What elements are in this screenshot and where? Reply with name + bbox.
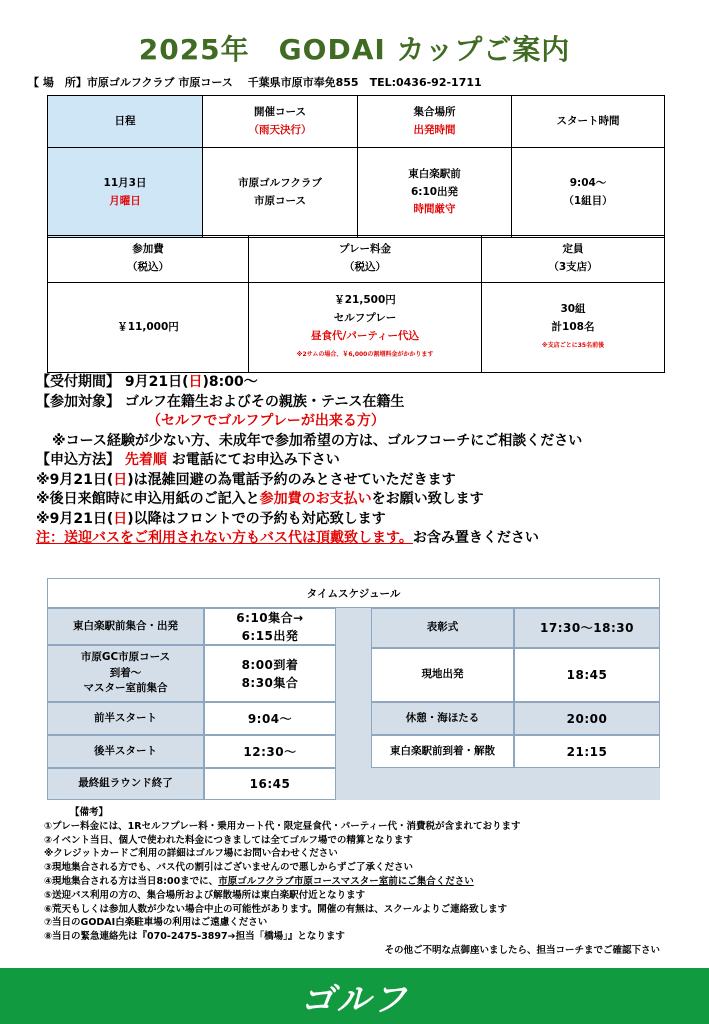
schedule-label: 現地出発 — [371, 648, 514, 702]
schedule-label: 休憩・海ほたる — [371, 702, 514, 735]
schedule-label: 最終組ラウンド終了 — [47, 768, 204, 800]
schedule-time: 18:45 — [514, 648, 660, 702]
event-course: 市原ゴルフクラブ 市原コース — [203, 148, 358, 238]
schedule-time: 21:15 — [514, 735, 660, 768]
eligibility-condition: （セルフでゴルフプレーが出来る方） — [147, 413, 385, 429]
schedule-time: 6:10集合→ 6:15出発 — [204, 608, 336, 645]
schedule-label: 東白楽駅前到着・解散 — [371, 735, 514, 768]
remarks — [44, 806, 684, 958]
course-header: 開催コース （雨天決行） — [203, 96, 358, 148]
remark-item: ⑦当日のGODAI白楽駐車場の利用はご遠慮ください — [44, 917, 268, 929]
schedule-time: 20:00 — [514, 702, 660, 735]
start-time-header: スタート時間 — [512, 96, 665, 148]
remarks-heading: 【備考】 — [70, 807, 109, 818]
meeting-header: 集合場所 出発時間 — [358, 96, 512, 148]
schedule-time: 17:30～18:30 — [514, 608, 660, 648]
entry-fee: ￥11,000円 — [48, 283, 249, 373]
entry-fee-header: 参加費 （税込） — [48, 236, 249, 283]
remark-item: ③現地集合される方でも、バス代の割引はございませんので悪しからずご了承ください — [44, 862, 414, 874]
play-fee: ￥21,500円 セルフプレー 昼食代/パーティー代込 ※2サムの場合、￥6,000の割増料金がかかります — [249, 283, 482, 373]
schedule-title: タイムスケジュール — [47, 578, 660, 608]
start-time: 9:04～ （1組目） — [512, 148, 665, 238]
schedule-time: 9:04～ — [204, 702, 336, 735]
capacity-header: 定員 （3支店） — [482, 236, 665, 283]
schedule-label: 東白楽駅前集合・出発 — [47, 608, 204, 645]
application-method: 【申込方法】 先着順 お電話にてお申込み下さい — [36, 452, 340, 468]
remark-item: ①プレー料金には、1Rセルフプレー料・乗用カート代・限定昼食代・パーティー代・消費税が含まれております — [44, 820, 521, 832]
phone-only-note: ※9月21日(日)は混雑回避の為電話予約のみとさせていただきます — [36, 471, 456, 488]
reception-period: 【受付期間】 9月21日(日)8:00～ — [36, 374, 258, 390]
remark-item: ④現地集合される方は当日8:00までに、市原ゴルフクラブ市原コースマスター室前にご集合ください — [44, 875, 474, 887]
fee-table — [47, 235, 665, 373]
application-notes — [36, 373, 696, 549]
event-info-table — [47, 95, 665, 238]
meeting-place: 東白楽駅前 6:10出発 時間厳守 — [358, 148, 512, 238]
venue-line: 【 場 所】市原ゴルフクラブ 市原コース 千葉県市原市奉免855 TEL:0436-92-1711 — [28, 76, 482, 89]
play-fee-header: プレー料金 （税込） — [249, 236, 482, 283]
schedule-time: 12:30～ — [204, 735, 336, 768]
footer-banner — [0, 968, 709, 1024]
beginner-note: ※コース経験が少ない方、未成年で参加希望の方は、ゴルフコーチにご相談ください — [52, 432, 583, 449]
date-header: 日程 — [48, 96, 203, 148]
event-date: 11月3日 月曜日 — [48, 148, 203, 238]
contact-note: その他ご不明な点御座いましたら、担当コーチまでご確認下さい — [384, 944, 660, 956]
schedule-label: 後半スタート — [47, 735, 204, 768]
golf-logo: ゴルフ — [300, 979, 409, 1020]
remark-item: ※クレジットカードご利用の詳細はゴルフ場にお問い合わせください — [44, 848, 338, 860]
eligibility: 【参加対象】 ゴルフ在籍生およびその親族・テニス在籍生 — [36, 393, 405, 410]
schedule-label: 市原GC市原コース 到着～ マスター室前集合 — [47, 645, 204, 702]
schedule-time: 8:00到着 8:30集合 — [204, 645, 336, 702]
remark-item: ⑤送迎バス利用の方の、集合場所および解散場所は東白楽駅付近となります — [44, 889, 366, 901]
time-schedule — [47, 578, 660, 800]
schedule-time: 16:45 — [204, 768, 336, 800]
front-desk-note: ※9月21日(日)以降はフロントでの予約も対応致します — [36, 510, 386, 527]
schedule-label: 表彰式 — [371, 608, 514, 648]
payment-note: ※後日来館時に申込用紙のご記入と参加費のお支払いをお願い致します — [36, 491, 484, 507]
remark-item: ②イベント当日、個人で使われた料金につきましては全てゴルフ場での精算となります — [44, 834, 413, 846]
schedule-label: 前半スタート — [47, 702, 204, 735]
remark-item: ⑧当日の緊急連絡先は『070-2475-3897➔担当「橋場」』となります — [44, 931, 345, 943]
capacity: 30組 計108名 ※支店ごとに35名前後 — [482, 283, 665, 373]
page-title: 2025年 GODAI カップご案内 — [138, 33, 571, 66]
remark-item: ⑥荒天もしくは参加人数が少ない場合中止の可能性があります。開催の有無は、スクールよりご連絡致します — [44, 903, 508, 915]
bus-fee-note: 注：送迎バスをご利用されない方もバス代は頂戴致します。お含み置きください — [36, 530, 539, 546]
